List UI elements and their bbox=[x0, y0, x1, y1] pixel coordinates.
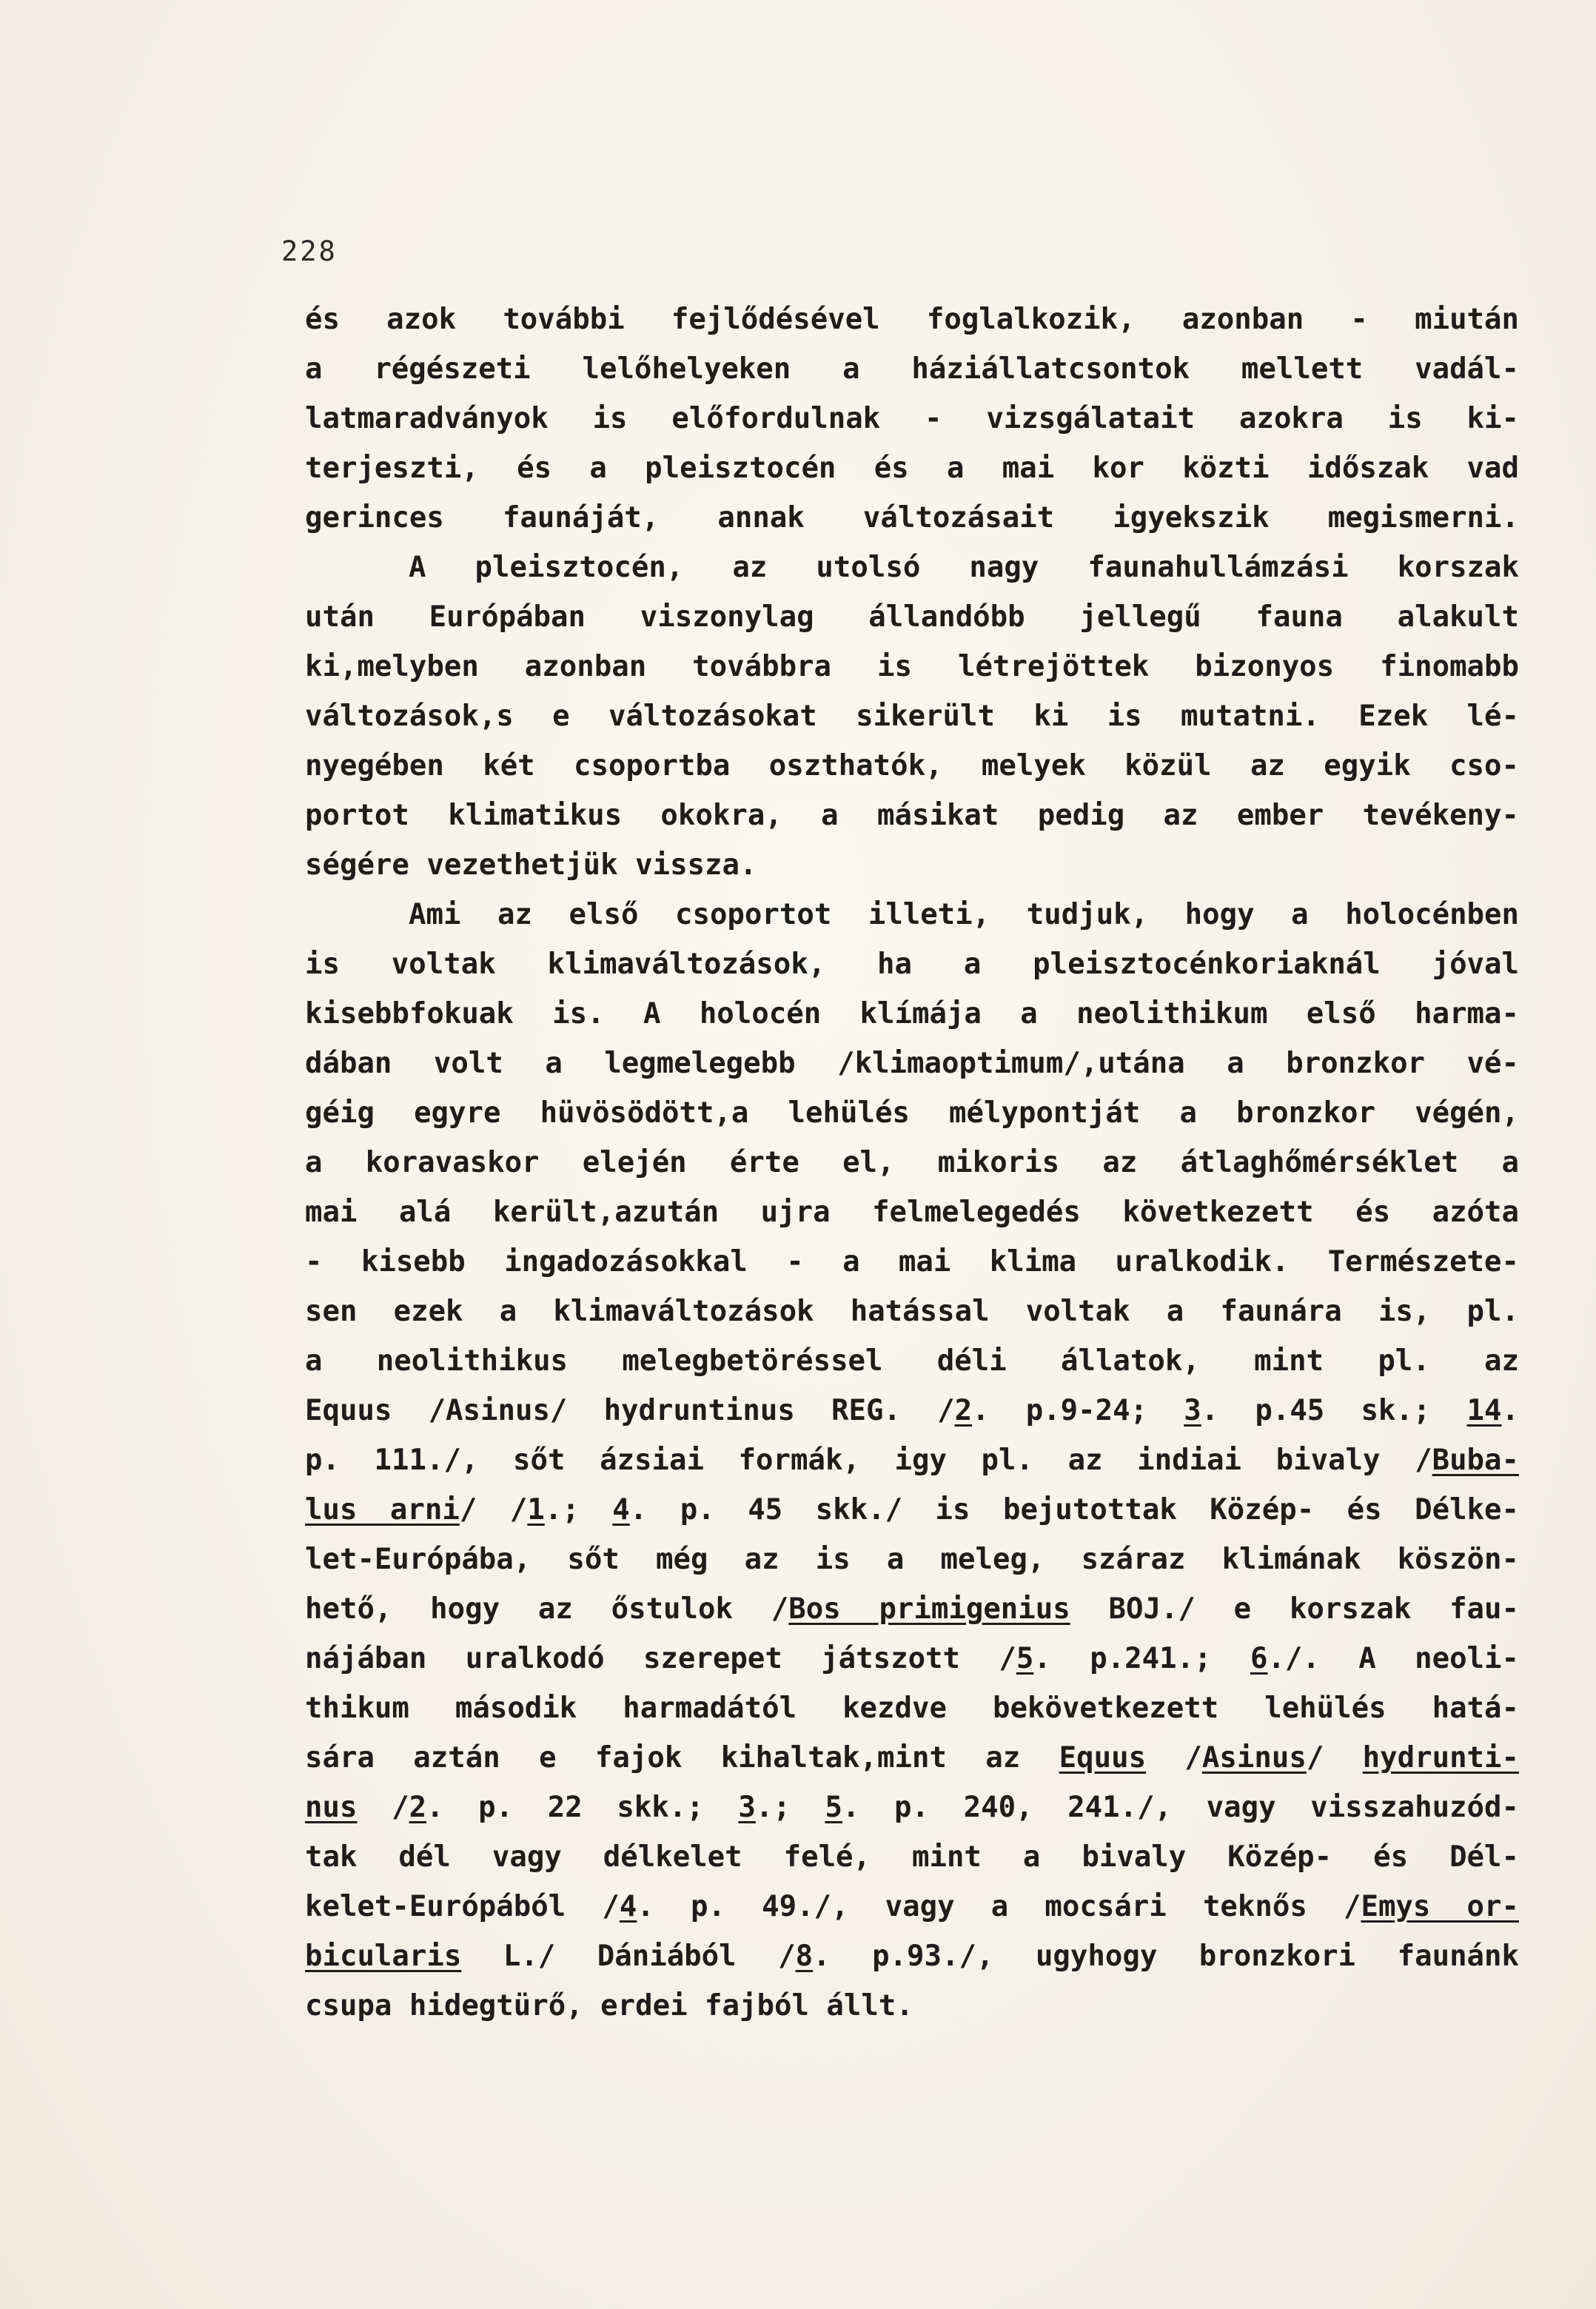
text-segment: .; bbox=[755, 1791, 825, 1824]
text-line bbox=[305, 543, 1519, 592]
underlined-text: 4 bbox=[619, 1890, 637, 1923]
text-segment: . p. 240, 241./, vagy visszahuzód- bbox=[842, 1791, 1519, 1824]
underlined-text: Equus bbox=[1059, 1741, 1147, 1775]
underlined-text: 2 bbox=[409, 1791, 427, 1824]
text-line bbox=[305, 1584, 1519, 1634]
text-segment: ségére vezethetjük vissza. bbox=[305, 848, 757, 882]
text-line bbox=[305, 989, 1519, 1039]
text-segment: tak dél vagy délkelet felé, mint a bivaly Közép- és Dél- bbox=[305, 1840, 1519, 1874]
text-line bbox=[305, 939, 1519, 989]
text-segment: / / bbox=[459, 1493, 528, 1527]
text-segment: - kisebb ingadozásokkal - a mai klima uralkodik. Természete- bbox=[305, 1245, 1519, 1279]
text-line bbox=[305, 1832, 1519, 1882]
text-segment: / bbox=[357, 1791, 409, 1824]
text-segment: és azok további fejlődésével foglalkozik, azonban - miután bbox=[305, 303, 1519, 336]
underlined-text: 2 bbox=[954, 1394, 973, 1427]
text-segment: nyegében két csoportba oszthatók, melyek közül az egyik cso- bbox=[305, 749, 1519, 782]
text-line bbox=[305, 1386, 1519, 1435]
text-segment: ./. A neoli- bbox=[1267, 1642, 1519, 1675]
underlined-text: hydrunti- bbox=[1362, 1741, 1519, 1775]
text-line bbox=[305, 840, 1519, 890]
text-segment: terjeszti, és a pleisztocén és a mai kor közti időszak vad bbox=[305, 452, 1519, 485]
text-line bbox=[305, 295, 1519, 344]
text-line bbox=[305, 1336, 1519, 1386]
page-number: 228 bbox=[281, 235, 338, 267]
text-line bbox=[305, 642, 1519, 691]
underlined-text: lus arni bbox=[305, 1493, 460, 1527]
text-line bbox=[305, 1039, 1519, 1088]
underlined-text: 1 bbox=[527, 1493, 545, 1527]
text-segment: L./ Dániából / bbox=[461, 1940, 796, 1973]
text-segment: thikum második harmadától kezdve bekövetkezett lehülés hatá- bbox=[305, 1692, 1519, 1725]
underlined-text: 14 bbox=[1466, 1394, 1502, 1427]
text-segment: A pleisztocén, az utolsó nagy faunahullámzási korszak bbox=[409, 551, 1519, 584]
underlined-text: 5 bbox=[1016, 1642, 1034, 1675]
text-segment: változások,s e változásokat sikerült ki is mutatni. Ezek lé- bbox=[305, 700, 1519, 733]
text-line bbox=[305, 1683, 1519, 1733]
body-text bbox=[305, 295, 1519, 2031]
text-line bbox=[305, 1882, 1519, 1931]
underlined-text: Emys or- bbox=[1361, 1890, 1519, 1923]
text-segment: ki,melyben azonban továbbra is létrejöttek bizonyos finomabb bbox=[305, 650, 1519, 683]
text-line bbox=[305, 1138, 1519, 1187]
text-line bbox=[305, 1931, 1519, 1981]
text-line bbox=[305, 1485, 1519, 1535]
text-line bbox=[305, 443, 1519, 493]
text-segment: hető, hogy az őstulok / bbox=[305, 1592, 789, 1626]
text-line bbox=[305, 1634, 1519, 1683]
text-segment: sen ezek a klimaváltozások hatással voltak a faunára is, pl. bbox=[305, 1295, 1519, 1328]
text-segment: után Európában viszonylag állandóbb jellegű fauna alakult bbox=[305, 600, 1519, 634]
text-line bbox=[305, 1435, 1519, 1485]
text-segment: dában volt a legmelegebb /klimaoptimum/,utána a bronzkor vé- bbox=[305, 1047, 1519, 1080]
text-line bbox=[305, 691, 1519, 741]
text-segment: géig egyre hüvösödött,a lehülés mélypontját a bronzkor végén, bbox=[305, 1096, 1519, 1130]
text-segment: let-Európába, sőt még az is a meleg, száraz klimának köszön- bbox=[305, 1543, 1519, 1576]
text-line bbox=[305, 741, 1519, 791]
text-line bbox=[305, 1535, 1519, 1584]
text-segment: / bbox=[1146, 1741, 1202, 1775]
text-segment: . p. 45 skk./ is bejutottak Közép- és Délke- bbox=[629, 1493, 1519, 1527]
text-line bbox=[305, 344, 1519, 394]
text-line bbox=[305, 394, 1519, 443]
underlined-text: 3 bbox=[1184, 1394, 1201, 1427]
underlined-text: Asinus bbox=[1201, 1741, 1307, 1775]
text-line bbox=[305, 1783, 1519, 1832]
text-line bbox=[305, 1088, 1519, 1138]
underlined-text: bicularis bbox=[305, 1940, 462, 1973]
text-segment: a koravaskor elején érte el, mikoris az átlaghőmérséklet a bbox=[305, 1146, 1519, 1179]
text-line bbox=[305, 890, 1519, 939]
text-segment: is voltak klimaváltozások, ha a pleisztocénkoriaknál jóval bbox=[305, 948, 1519, 981]
text-segment: gerinces faunáját, annak változásait igyekszik megismerni. bbox=[305, 501, 1519, 534]
text-line bbox=[305, 1981, 1519, 2031]
text-line bbox=[305, 1187, 1519, 1237]
text-segment: . p.241.; bbox=[1033, 1642, 1250, 1675]
underlined-text: nus bbox=[305, 1791, 358, 1824]
text-line bbox=[305, 493, 1519, 543]
text-segment: portot klimatikus okokra, a másikat pedig az ember tevékeny- bbox=[305, 799, 1519, 832]
text-segment: a neolithikus melegbetöréssel déli állatok, mint pl. az bbox=[305, 1344, 1519, 1378]
text-segment: p. 111./, sőt ázsiai formák, igy pl. az indiai bivaly / bbox=[305, 1444, 1432, 1477]
text-segment: . bbox=[1501, 1394, 1519, 1427]
text-line bbox=[305, 592, 1519, 642]
underlined-text: 4 bbox=[612, 1493, 630, 1527]
text-segment: csupa hidegtürő, erdei fajból állt. bbox=[305, 1989, 913, 2023]
underlined-text: Buba- bbox=[1432, 1444, 1519, 1477]
text-segment: Equus /Asinus/ hydruntinus REG. / bbox=[305, 1394, 955, 1427]
text-line bbox=[305, 1237, 1519, 1287]
text-segment: . p.93./, ugyhogy bronzkori faunánk bbox=[813, 1940, 1519, 1973]
text-segment: . p.45 sk.; bbox=[1201, 1394, 1467, 1427]
text-segment: nájában uralkodó szerepet játszott / bbox=[305, 1642, 1016, 1675]
text-segment: .; bbox=[544, 1493, 613, 1527]
text-line bbox=[305, 1287, 1519, 1336]
underlined-text: 8 bbox=[795, 1940, 814, 1973]
text-segment: sára aztán e fajok kihaltak,mint az bbox=[305, 1741, 1059, 1775]
text-segment: latmaradványok is előfordulnak - vizsgálatait azokra is ki- bbox=[305, 402, 1519, 435]
text-segment: BOJ./ e korszak fau- bbox=[1070, 1592, 1519, 1626]
text-segment: / bbox=[1306, 1741, 1363, 1775]
underlined-text: Bos primigenius bbox=[788, 1592, 1070, 1626]
text-segment: a régészeti lelőhelyeken a háziállatcsontok mellett vadál- bbox=[305, 352, 1519, 386]
text-segment: . p. 22 skk.; bbox=[426, 1791, 739, 1824]
underlined-text: 5 bbox=[825, 1791, 842, 1824]
text-segment: . p. 49./, vagy a mocsári teknős / bbox=[637, 1890, 1361, 1923]
underlined-text: 3 bbox=[738, 1791, 756, 1824]
text-line bbox=[305, 1733, 1519, 1783]
text-segment: kelet-Európából / bbox=[305, 1890, 620, 1923]
text-line bbox=[305, 791, 1519, 840]
text-segment: . p.9-24; bbox=[972, 1394, 1184, 1427]
text-segment: kisebbfokuak is. A holocén klímája a neolithikum első harma- bbox=[305, 997, 1519, 1030]
text-segment: mai alá került,azután ujra felmelegedés következett és azóta bbox=[305, 1196, 1519, 1229]
underlined-text: 6 bbox=[1250, 1642, 1268, 1675]
text-segment: Ami az első csoportot illeti, tudjuk, hogy a holocénben bbox=[409, 898, 1519, 931]
